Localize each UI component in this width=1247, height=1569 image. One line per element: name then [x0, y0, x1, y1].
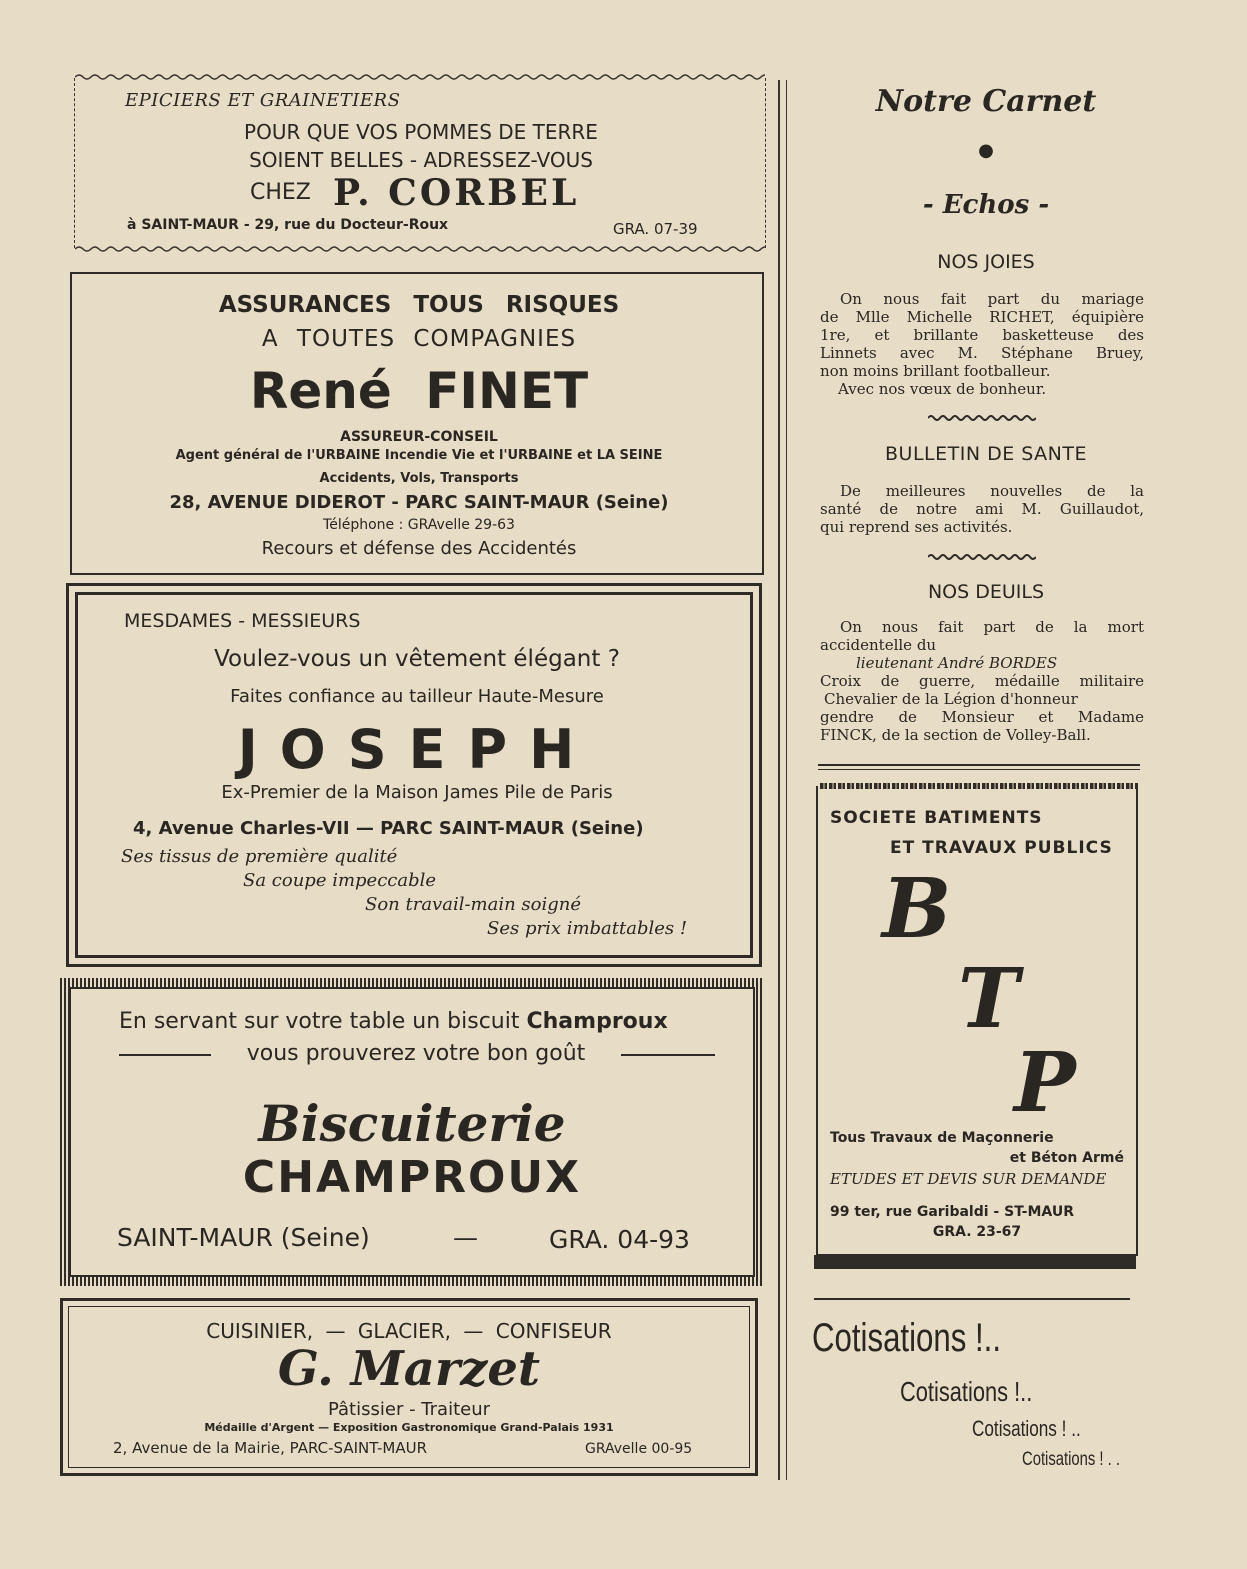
ad-champroux-line1-text: En servant sur votre table un biscuit — [119, 1009, 520, 1034]
joies-line: On nous fait part du mariage — [840, 290, 1144, 308]
deuils-line: FINCK, de la section de Volley-Ball. — [820, 726, 1091, 744]
deuils-line: gendre de Monsieur et Madame — [820, 708, 1144, 726]
deuils-line: accidentelle du — [820, 636, 937, 654]
ad-corbel-line1: POUR QUE VOS POMMES DE TERRE — [244, 120, 598, 144]
sante-text — [820, 482, 1144, 536]
btp-bottom-bar — [814, 1255, 1136, 1269]
ad-champroux-line1 — [119, 1009, 668, 1034]
ad-finet-title: ASSUREUR-CONSEIL — [340, 429, 498, 445]
ad-joseph-greeting: MESDAMES - MESSIEURS — [124, 610, 361, 632]
btp-work2: et Béton Armé — [1009, 1150, 1124, 1166]
sante-line: qui reprend ses activités. — [820, 518, 1013, 536]
cotisations-3: Cotisations ! .. — [972, 1416, 1081, 1441]
squiggle-divider — [928, 553, 1036, 561]
ad-joseph-quality3: Son travail-main soigné — [365, 894, 582, 915]
ad-champroux-line2: vous prouverez votre bon goût — [246, 1041, 586, 1066]
ad-joseph-name: JOSEPH — [237, 718, 597, 781]
ad-corbel-address: à SAINT-MAUR - 29, rue du Docteur-Roux — [127, 217, 449, 233]
ad-champroux-phone: GRA. 04-93 — [549, 1225, 690, 1254]
ad-finet — [70, 272, 764, 575]
ad-marzet-trades: CUISINIER, — GLACIER, — CONFISEUR — [206, 1319, 612, 1343]
ad-champroux-line1-brand: Champroux — [526, 1009, 668, 1034]
cotisations-2: Cotisations !.. — [900, 1376, 1033, 1407]
column-rule-thin — [786, 80, 787, 1480]
joies-line: Avec nos vœux de bonheur. — [838, 380, 1047, 398]
cotisations-4: Cotisations ! . . — [1022, 1449, 1121, 1470]
ad-finet-footer: Recours et défense des Accidentés — [261, 538, 577, 559]
deuils-line: Croix de guerre, médaille militaire — [820, 672, 1144, 690]
ad-marzet-subtitle: Pâtissier - Traiteur — [327, 1399, 491, 1420]
ad-champroux-brand2: CHAMPROUX — [242, 1152, 582, 1203]
carnet-echos: - Echos - — [922, 190, 1050, 220]
btp-letter-b: B — [882, 861, 952, 957]
ad-joseph-quality1: Ses tissus de première qualité — [121, 846, 398, 867]
joies-heading: NOS JOIES — [937, 251, 1035, 273]
ad-finet-phone: Téléphone : GRAvelle 29-63 — [323, 517, 515, 533]
ad-finet-line1: ASSURANCES TOUS RISQUES — [218, 292, 620, 318]
rule-right — [621, 1054, 715, 1056]
ad-corbel — [74, 78, 766, 248]
sante-line: santé de notre ami M. Guillaudot, — [820, 500, 1144, 518]
ad-marzet-name: G. Marzet — [277, 1341, 541, 1397]
deuils-heading: NOS DEUILS — [927, 581, 1045, 603]
column-rule — [778, 80, 780, 1480]
ad-btp — [816, 786, 1138, 1256]
ad-finet-address: 28, AVENUE DIDEROT - PARC SAINT-MAUR (Seine) — [169, 492, 669, 513]
ad-joseph-former: Ex-Premier de la Maison James Pile de Paris — [221, 782, 613, 803]
sante-heading: BULLETIN DE SANTE — [885, 443, 1087, 465]
ad-finet-name: René FINET — [249, 362, 589, 420]
ad-finet-services: Accidents, Vols, Transports — [319, 471, 519, 486]
ad-marzet-medal: Médaille d'Argent — Exposition Gastronomique Grand-Palais 1931 — [204, 1421, 614, 1434]
joies-line: 1re, et brillante basketteuse des — [820, 326, 1144, 344]
ad-marzet-address: 2, Avenue de la Mairie, PARC-SAINT-MAUR — [113, 1439, 428, 1457]
rule-left — [119, 1054, 211, 1056]
cotisations-1: Cotisations !.. — [812, 1316, 1002, 1360]
btp-work1: Tous Travaux de Maçonnerie — [830, 1130, 1054, 1146]
carnet-bullet: ● — [978, 140, 994, 161]
ad-champroux-brand1: Biscuiterie — [258, 1094, 566, 1153]
btp-letter-t: T — [958, 951, 1020, 1047]
deuils-line: lieutenant André BORDES — [856, 654, 1058, 672]
ad-marzet-phone: GRAvelle 00-95 — [585, 1441, 693, 1457]
ad-corbel-line2: SOIENT BELLES - ADRESSEZ-VOUS — [249, 148, 593, 172]
ad-corbel-phone: GRA. 07-39 — [613, 220, 698, 238]
ad-corbel-name: P. CORBEL — [333, 172, 580, 214]
ad-finet-agent: Agent général de l'URBAINE Incendie Vie et l'URBAINE et LA SEINE — [175, 448, 663, 463]
joies-text — [820, 290, 1144, 398]
btp-studies: ETUDES ET DEVIS SUR DEMANDE — [830, 1170, 1107, 1188]
squiggle-divider — [928, 414, 1036, 422]
rule — [818, 769, 1140, 770]
ad-joseph-quality4: Ses prix imbattables ! — [487, 918, 688, 939]
ad-joseph-quality2: Sa coupe impeccable — [243, 870, 437, 891]
carnet-title: Notre Carnet — [875, 84, 1097, 119]
wavy-border-top — [75, 73, 765, 81]
ad-joseph-trust: Faites confiance au tailleur Haute-Mesure — [230, 686, 604, 707]
ad-champroux-city: SAINT-MAUR (Seine) — [117, 1223, 370, 1252]
ad-corbel-trade: EPICIERS ET GRAINETIERS — [125, 90, 401, 111]
rule — [818, 764, 1140, 766]
deuils-text — [820, 618, 1144, 744]
wavy-border-bottom — [75, 245, 765, 253]
ad-joseph-address: 4, Avenue Charles-VII — PARC SAINT-MAUR (Seine) — [133, 818, 644, 839]
deuils-line: On nous fait part de la mort — [840, 618, 1144, 636]
ad-champroux-dash: — — [453, 1223, 478, 1252]
ad-finet-line2: A TOUTES COMPAGNIES — [261, 326, 577, 352]
ad-champroux — [60, 978, 764, 1286]
joies-line: non moins brillant footballeur. — [820, 362, 1051, 380]
btp-line2: ET TRAVAUX PUBLICS — [890, 838, 1113, 858]
ad-joseph-question: Voulez-vous un vêtement élégant ? — [214, 646, 620, 672]
btp-address: 99 ter, rue Garibaldi - ST-MAUR — [830, 1204, 1074, 1220]
joies-line: Linnets avec M. Stéphane Bruey, — [820, 344, 1144, 362]
btp-phone: GRA. 23-67 — [932, 1224, 1022, 1240]
btp-letter-p: P — [1014, 1035, 1076, 1131]
rule — [814, 1298, 1130, 1300]
ad-corbel-chez: CHEZ — [250, 180, 311, 205]
ad-joseph — [66, 583, 762, 967]
deuils-line: Chevalier de la Légion d'honneur — [824, 690, 1078, 708]
ad-marzet — [60, 1298, 758, 1476]
joies-line: de Mlle Michelle RICHET, équipière — [820, 308, 1144, 326]
btp-line1: SOCIETE BATIMENTS — [830, 808, 1043, 828]
sante-line: De meilleures nouvelles de la — [840, 482, 1144, 500]
